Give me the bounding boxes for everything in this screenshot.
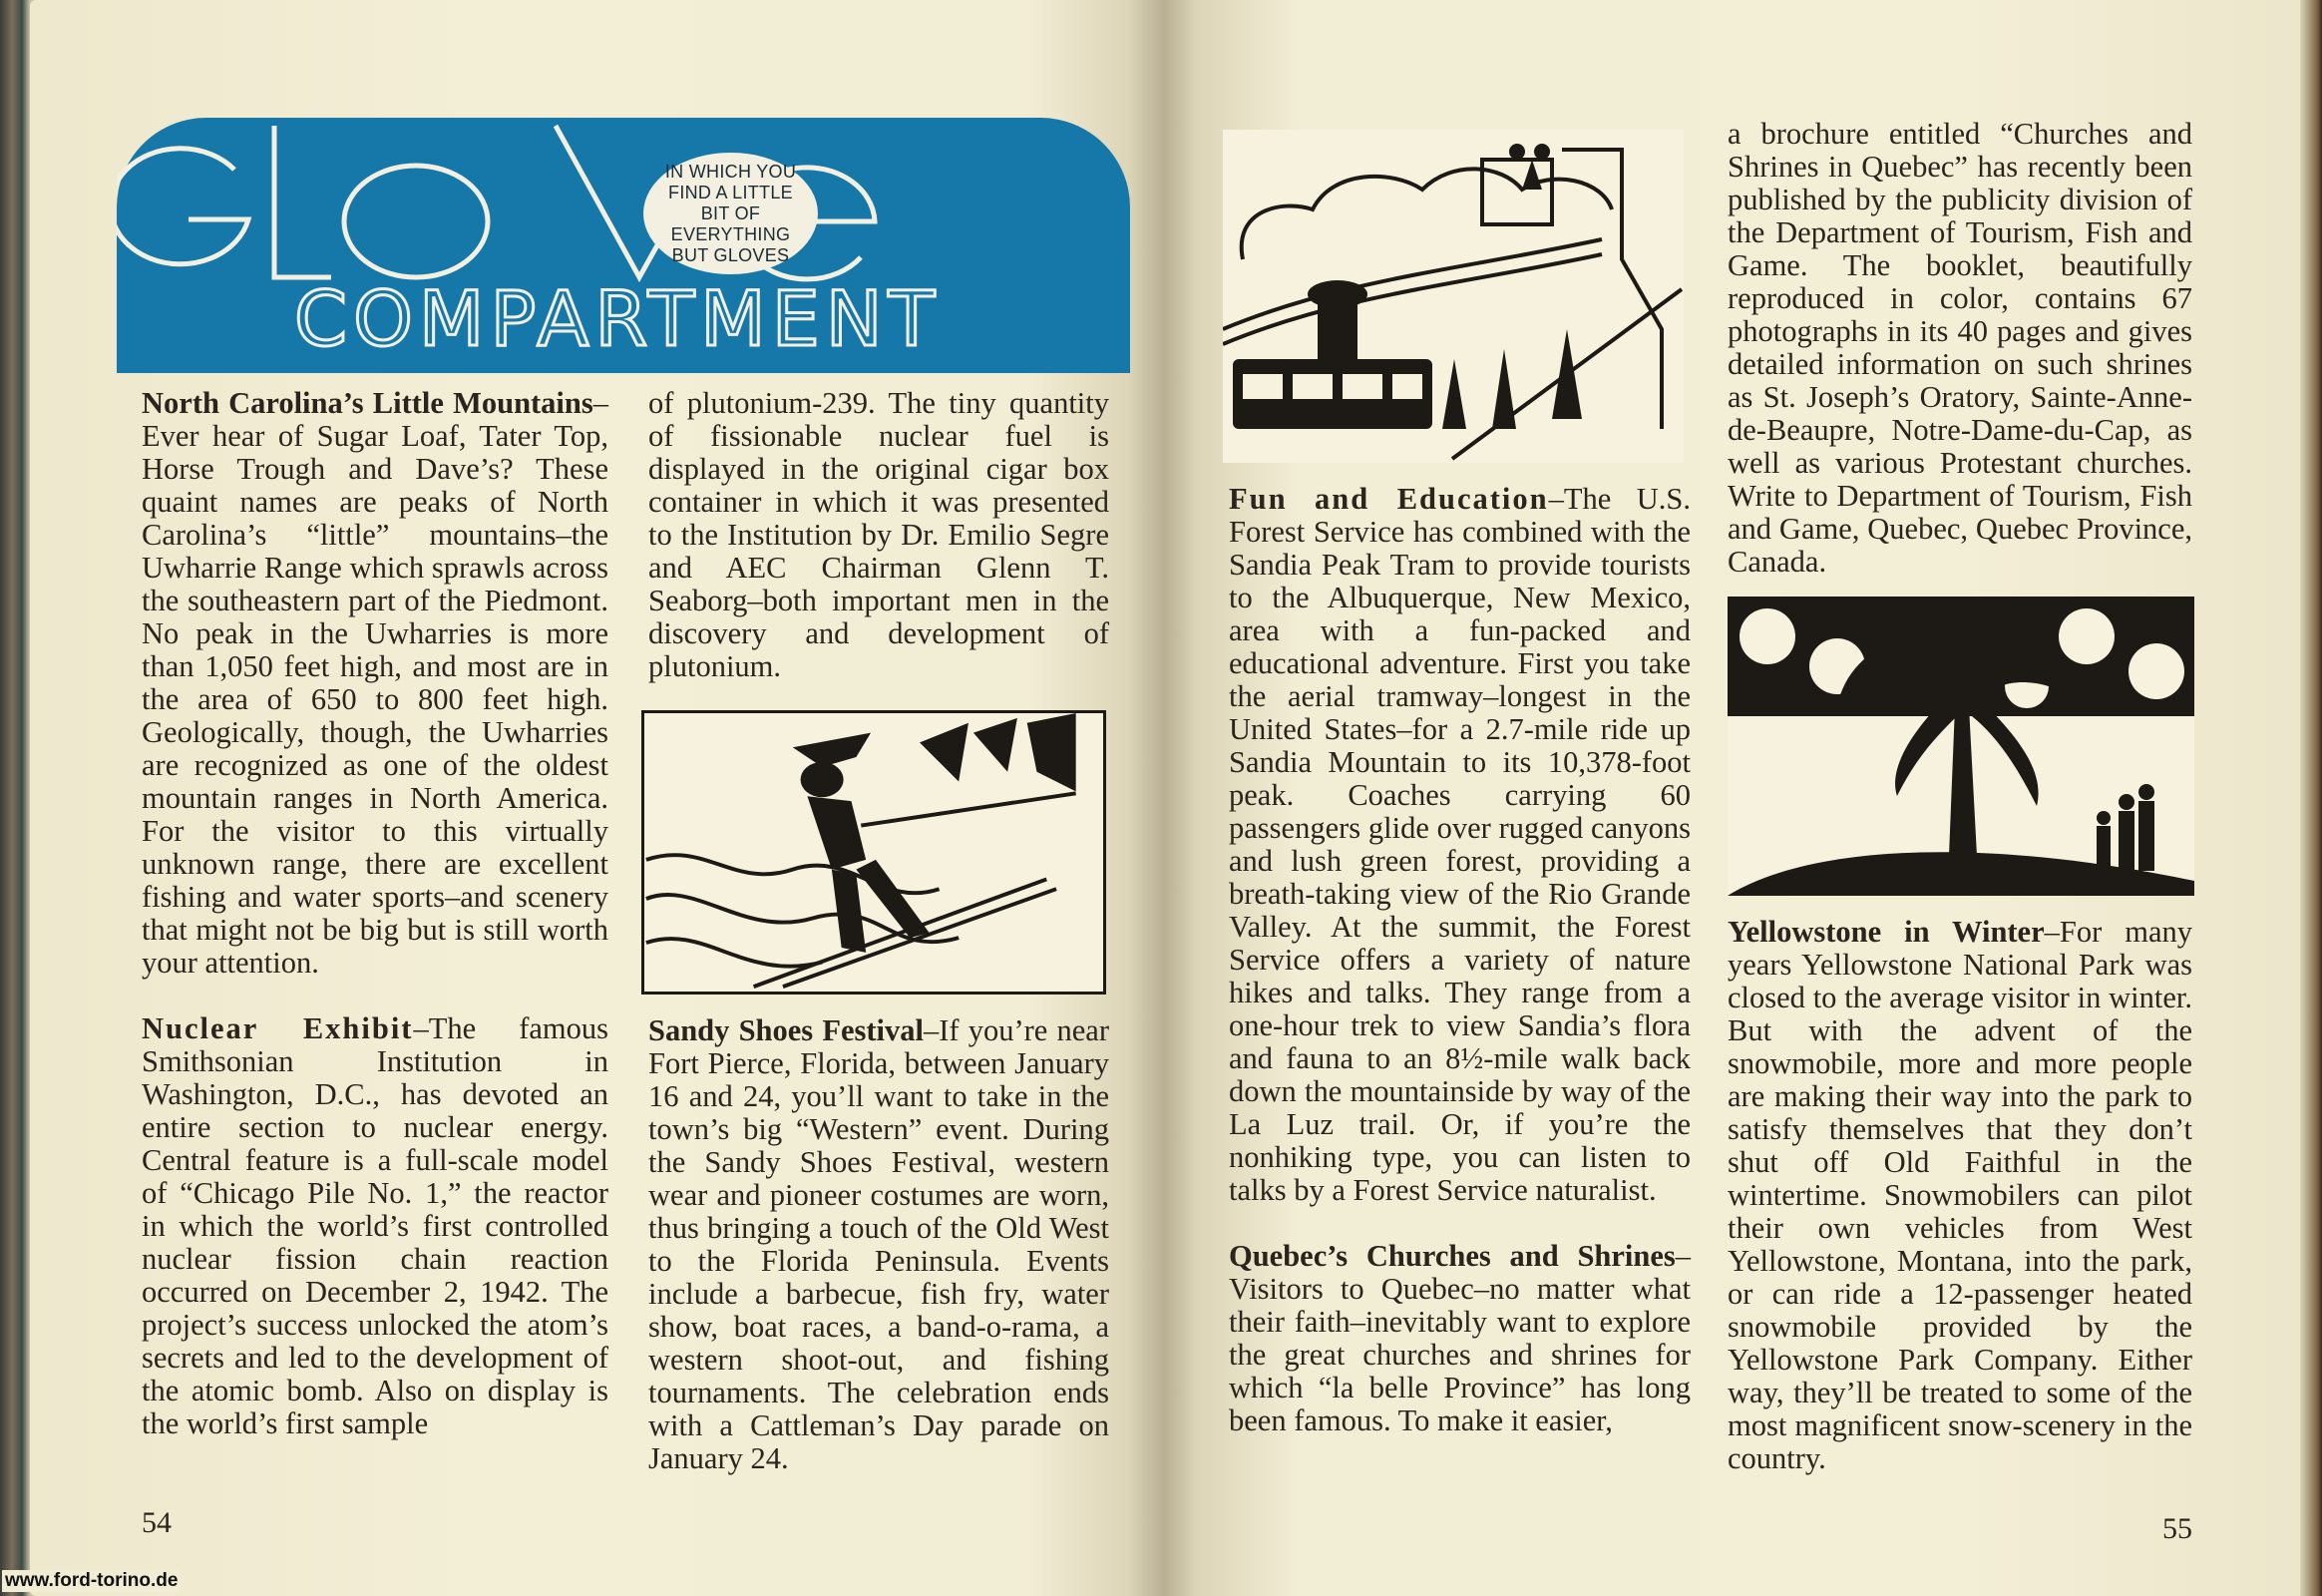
old-faithful-illustration (1728, 597, 2194, 896)
article-title: Sandy Shoes Festival (648, 1013, 924, 1047)
article-body: a brochure entitled “Churches and Shrines in Quebec” has recently been published by the publicity division of the Department of Tourism, Fish and Game. The booklet, beautifully reproduced in color, contains 67 photographs in its 40 pages and gives detailed information on such shrines as St. Joseph’s Oratory, Sainte-Anne-de-Beaupre, Notre-Dame-du-Cap, as well as various Protestant churches. Write to Department of Tourism, Fish and Game, Quebec, Quebec Province, Canada. (1728, 117, 2192, 579)
old-faithful-drawing (1728, 597, 2194, 896)
page-number-right: 55 (2162, 1512, 2192, 1545)
article-sandy-shoes (648, 1014, 1109, 1475)
article-fun-education (1229, 483, 1691, 1207)
right-column-1 (1229, 483, 1691, 1470)
article-title: Quebec’s Churches and Shrines (1229, 1239, 1676, 1273)
article-body: –The famous Smithsonian Institution in Washington, D.C., has devoted an entire section to nuclear energy. Central feature is a full-scale model of “Chicago Pile No. 1,” the reactor in which the world’s first controlled nuclear fission chain reaction occurred on December 2, 1942. The project’s success unlocked the atom’s secrets and led to the development of the atomic bomb. Also on display is the world’s first sample (142, 1011, 608, 1440)
water-skier-illustration (641, 710, 1106, 995)
article-body: –The U.S. Forest Service has combined with the Sandia Peak Tram to provide tourists to the Albuquerque, New Mexico, area with a fun-packed and educational adventure. First you take the aerial tramway–longest in the United States–for a 2.7-mile ride up Sandia Mountain to its 10,378-foot peak. Coaches carrying 60 passengers glide over rugged canyons and lush green forest, providing a breath-taking view of the Rio Grande Valley. At the summit, the Forest Service offers a variety of nature hikes and talks. They range from a one-hour trek to view Sandia’s flora and fauna to an 8½-mile walk back down the mountainside by way of the La Luz trail. Or, if you’re the nonhiking type, you can listen to talks by a Forest Service naturalist. (1229, 482, 1691, 1207)
article-body: –Ever hear of Sugar Loaf, Tater Top, Horse Trough and Dave’s? These quaint names are peaks of North Carolina’s “little” mountains–the Uwharrie Range which sprawls across the southeastern part of the Piedmont. No peak in the Uwharries is more than 1,050 feet high, and most are in the area of 650 to 800 feet high. Geologically, though, the Uwharries are recognized as one of the oldest mountain ranges in North America. For the visitor to this virtually unknown range, there are excellent fishing and water sports–and scenery that might not be big but is still worth your attention. (142, 386, 608, 980)
article-nuclear-exhibit (142, 1012, 608, 1440)
article-body: –If you’re near Fort Pierce, Florida, between January 16 and 24, you’ll want to take in the town’s big “Western” event. During the Sandy Shoes Festival, western wear and pioneer costumes are worn, thus bringing a touch of the Old West to the Florida Peninsula. Events include a barbecue, fish fry, water show, boat races, a band-o-rama, a western shoot-out, and fishing tournaments. The celebration ends with a Cattleman’s Day parade on January 24. (648, 1013, 1109, 1475)
tramway-illustration (1223, 130, 1684, 463)
article-north-carolina (142, 387, 608, 980)
left-column-1 (142, 387, 608, 1473)
left-column-2-bottom (648, 1014, 1109, 1508)
bubble-text: IN WHICH YOU FIND A LITTLE BIT OF EVERYTHING BUT GLOVES (664, 161, 797, 265)
article-quebec (1229, 1240, 1691, 1437)
article-title: Nuclear Exhibit (142, 1011, 414, 1045)
right-column-2-bottom (1728, 916, 2192, 1508)
article-title: North Carolina’s Little Mountains (142, 386, 593, 420)
article-body: of plutonium-239. The tiny quantity of fissionable nuclear fuel is displayed in the original cigar box container in which it was presented to the Institution by Dr. Emilio Segre and AEC Chairman Glenn T. Seaborg–both important men in the discovery and development of plutonium. (648, 386, 1109, 683)
tramway-drawing (1223, 130, 1684, 463)
article-title: Fun and Education (1229, 482, 1549, 516)
right-column-2 (1728, 118, 2192, 611)
watermark: www.ford-torino.de (2, 1570, 181, 1592)
page-number-left: 54 (142, 1506, 172, 1539)
article-body: –Visitors to Quebec–no matter what their faith–inevitably want to explore the great churches and shrines for which “la belle Province” has long been famous. To make it easier, (1229, 1239, 1691, 1437)
left-column-2 (648, 387, 1109, 716)
article-yellowstone (1728, 916, 2192, 1475)
glove-compartment-banner (117, 118, 1130, 373)
article-quebec-continued (1728, 118, 2192, 579)
water-skier-drawing (644, 713, 1103, 992)
banner-bubble (643, 153, 818, 274)
article-nuclear-exhibit-continued (648, 387, 1109, 683)
page-edge (2300, 0, 2322, 1596)
article-title: Yellowstone in Winter (1728, 915, 2045, 949)
banner-subtitle: COMPARTMENT (294, 274, 941, 363)
article-body: –For many years Yellowstone National Park was closed to the average visitor in winter. But with the advent of the snowmobile, more and more people are making their way into the park to satisfy themselves that they don’t shut off Old Faithful in the wintertime. Snowmobilers can pilot their own vehicles from West Yellowstone, Montana, into the park, or can ride a 12-passenger heated snowmobile provided by the Yellowstone Park Company. Either way, they’ll be treated to some of the most magnificent snow-scenery in the country. (1728, 915, 2192, 1475)
